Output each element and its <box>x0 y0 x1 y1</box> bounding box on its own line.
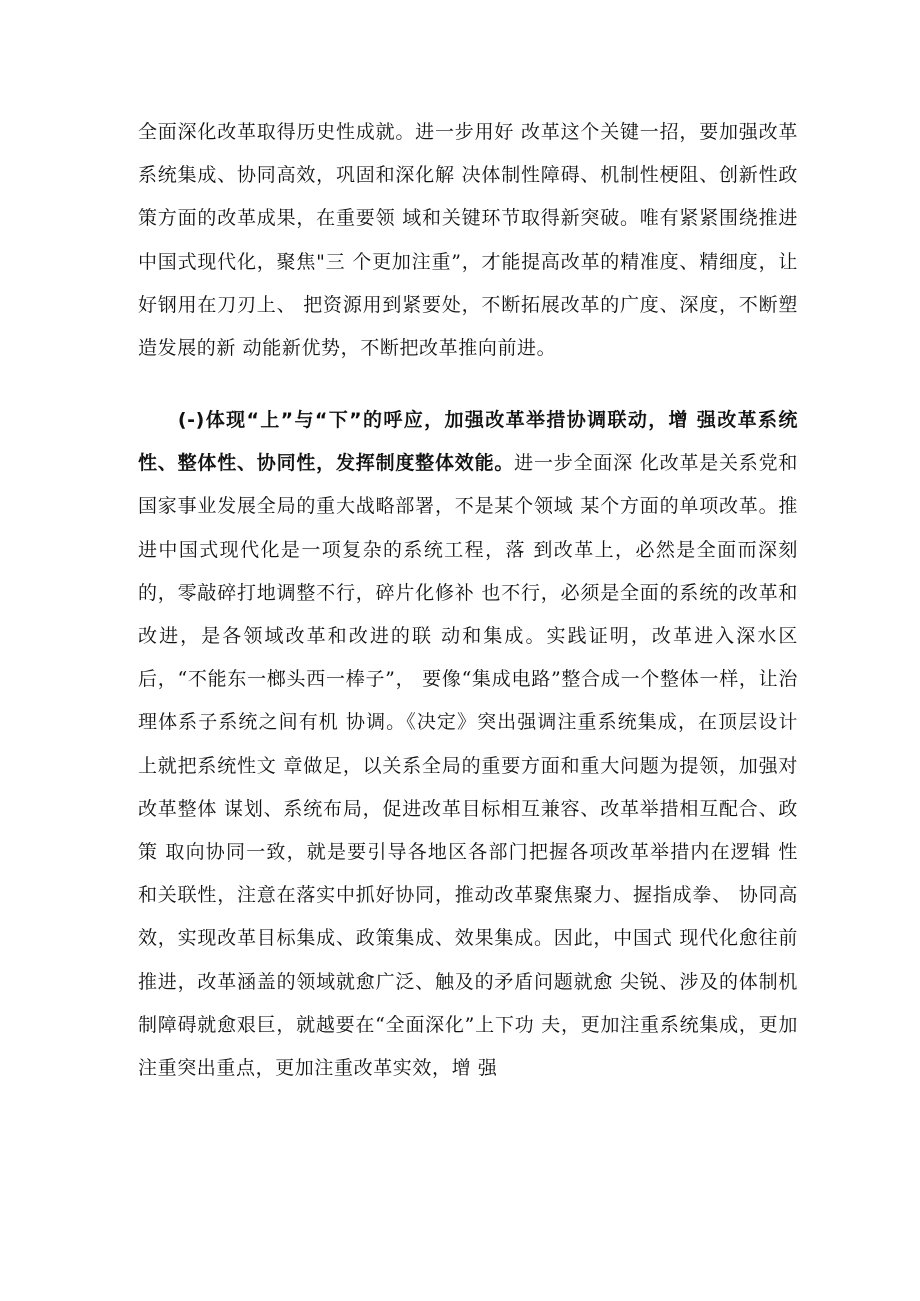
paragraph-reform-achievements: 全面深化改革取得历史性成就。进一步用好 改革这个关键一招，要加强改革系统集成、协同高效，巩固和深化解 决体制性障碍、机制性梗阻、创新性政策方面的改革成果，在重要领 域和关键环节取得新突破。唯有紧紧围绕推进中国式现代化，聚焦"三 个更加注重”，才能提高改革的精准度、精细度，让好钢用在刀刃上、 把资源用到紧要处，不断拓展改革的广度、深度，不断塑造发展的新 动能新优势，不断把改革推向前进。 <box>138 121 798 360</box>
paragraph-body-text: 进一步全面深 化改革是关系党和国家事业发展全局的重大战略部署，不是某个领域 某个方面的单项改革。推进中国式现代化是一项复杂的系统工程，落 到改革上，必然是全面而深刻的，零敲碎打地调整不行，碎片化修补 也不行，必须是全面的系统的改革和改进，是各领域改革和改进的联 动和集成。实践证明，改革进入深水区后，“不能东一榔头西一棒子”， 要像“集成电路”整合成一个整体一样，让治理体系子系统之间有机 协调。《决定》突出强调注重系统集成，在顶层设计上就把系统性文 章做足，以关系全局的重要方面和重大问题为提领，加强对改革整体 谋划、系统布局，促进改革目标相互兼容、改革举措相互配合、政策 取向协同一致，就是要引导各地区各部门把握各项改革举措内在逻辑 性和关联性，注意在落实中抓好协同，推动改革聚焦聚力、握指成拳、 协同高效，实现改革目标集成、政策集成、效果集成。因此，中国式 现代化愈往前推进，改革涵盖的领域就愈广泛、触及的矛盾问题就愈 尖锐、涉及的体制机制障碍就愈艰巨，就越要在“全面深化”上下功 夫，更加注重系统集成，更加注重突出重点，更加注重改革实效，增 强 <box>138 452 798 1080</box>
paragraph-systematic-reform <box>138 399 798 1090</box>
section-heading-one: (-)体现“上”与“下”的呼应，加强改革举措协调联动，增 强改革系统性、整体性、协同性，发挥制度整体效能。 <box>138 409 798 475</box>
